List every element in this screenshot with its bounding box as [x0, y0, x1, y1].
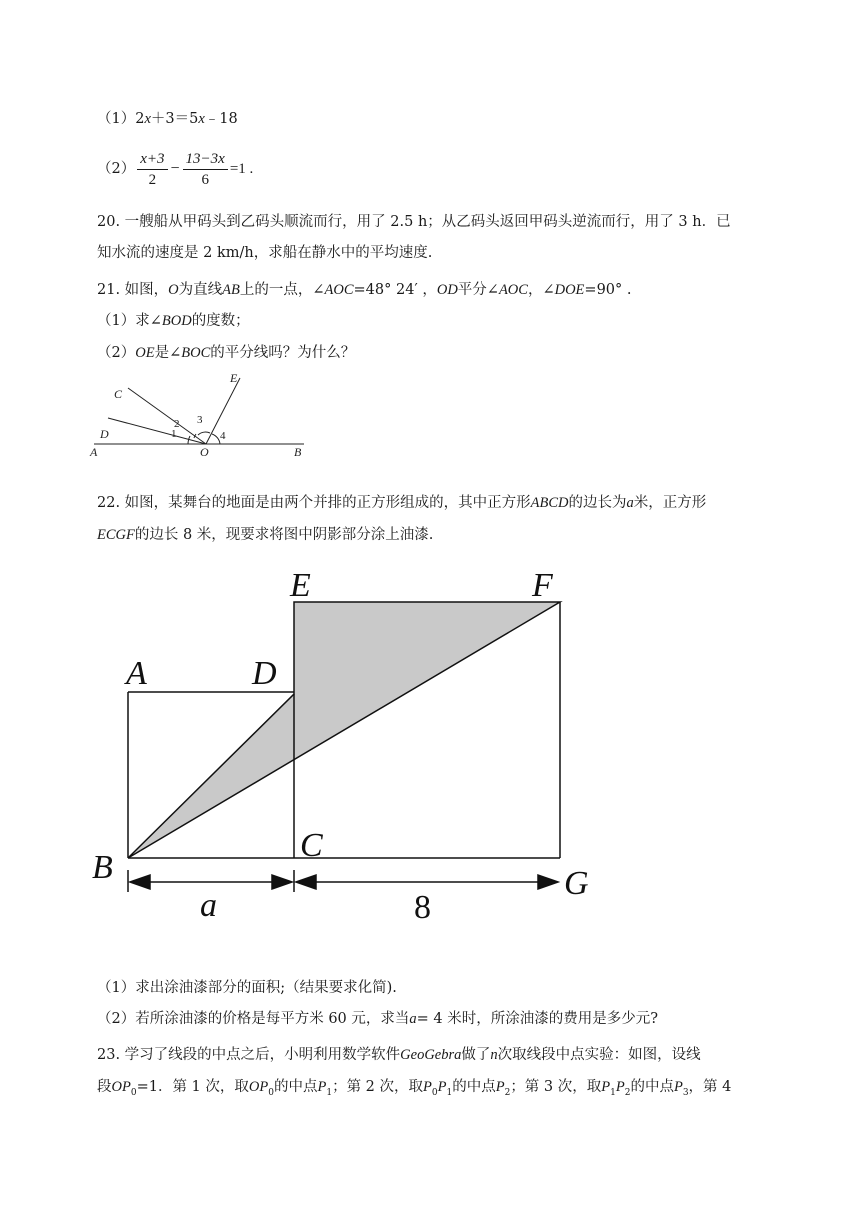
q22-line1 — [97, 492, 706, 514]
arc-4 — [212, 434, 220, 444]
q19-p1-mid: ＋3＝5 — [150, 111, 199, 127]
q21-text: 平分∠ — [457, 282, 499, 298]
arrow-head — [272, 875, 292, 889]
equation-rhs: =1 . — [229, 161, 254, 177]
q23-text: 段 — [97, 1079, 112, 1095]
angle-num-4: 4 — [220, 430, 226, 442]
q22-text: 米，正方形 — [633, 495, 707, 511]
frac2-numerator: 13−3x — [183, 149, 228, 170]
q23-line1 — [97, 1044, 701, 1066]
label-d: D — [100, 427, 109, 441]
q20-line2: 知水流的速度是 2 km/h，求船在静水中的平均速度. — [97, 245, 433, 261]
subscript: 3 — [682, 1087, 689, 1098]
q21-intro — [97, 279, 632, 301]
q22-text: 的边长 8 米，现要求将图中阴影部分涂上油漆. — [134, 527, 434, 543]
dim-label-8: 8 — [414, 889, 431, 926]
q20-line1: 20. 一艘船从甲码头到乙码头顺流而行，用了 2.5 h；从乙码头返回甲码头逆流而行，用了 3 h．已 — [97, 214, 731, 230]
arrow-head — [130, 875, 150, 889]
q19-p1-prefix: （1）2 — [97, 111, 145, 127]
q23-text: ；第 2 次，取 — [332, 1079, 424, 1095]
frac1-denominator: 2 — [148, 171, 157, 188]
q21-text: （1）求∠ — [97, 313, 162, 329]
arc-3 — [198, 432, 210, 435]
square-label: ECGF — [97, 527, 135, 543]
q19-p1-end: ﹣18 — [204, 111, 238, 127]
q22-text: = 4 米时，所涂油漆的费用是多少元? — [416, 1011, 659, 1027]
segment-label: OP — [111, 1079, 131, 1095]
q21-text: 为直线 — [178, 282, 223, 298]
label-f: F — [532, 567, 553, 604]
point-label: P — [317, 1079, 327, 1095]
subscript: 2 — [624, 1087, 631, 1098]
q22-text: 22. 如图，某舞台的地面是由两个并排的正方形组成的，其中正方形 — [97, 495, 531, 511]
angle-label: AOC — [324, 282, 354, 298]
q22-text: 的边长为 — [568, 495, 627, 511]
q19-part1 — [97, 108, 238, 130]
q21-text: 上的一点，∠ — [239, 282, 325, 298]
q21-text: =90° . — [584, 282, 632, 298]
angle-label: BOC — [181, 345, 211, 361]
q21-text: 是∠ — [154, 345, 182, 361]
subscript: 2 — [504, 1087, 511, 1098]
subscript: 0 — [268, 1087, 274, 1098]
point-label: O — [168, 282, 179, 298]
label-b: B — [294, 445, 302, 458]
label-o: O — [200, 445, 209, 458]
q23-text: ；第 3 次，取 — [510, 1079, 602, 1095]
label-b: B — [92, 849, 113, 886]
label-c: C — [114, 387, 123, 401]
q21-sub1 — [97, 310, 250, 332]
q22-line2 — [97, 524, 433, 546]
angle-label: AOC — [498, 282, 528, 298]
q23-text: ，第 4 — [688, 1079, 732, 1095]
point-label: P — [673, 1079, 683, 1095]
var-x: x — [198, 111, 205, 127]
q19-part2 — [97, 146, 253, 192]
angle-label: BOD — [161, 313, 192, 329]
arrow-head — [538, 875, 558, 889]
q22-stage-figure — [88, 560, 608, 932]
subscript: 1 — [610, 1087, 616, 1098]
label-g: G — [564, 865, 589, 902]
q21-text: 21. 如图， — [97, 282, 169, 298]
q23-text: 23. 学习了线段的中点之后，小明利用数学软件 — [97, 1047, 401, 1063]
q21-sub2 — [97, 342, 355, 364]
q21-text: （2） — [97, 345, 136, 361]
q19-p2-prefix: （2） — [97, 161, 136, 177]
point-label: P — [615, 1079, 625, 1095]
point-label: P — [495, 1079, 505, 1095]
label-a: A — [90, 445, 98, 458]
line-label: AB — [222, 282, 240, 298]
subscript: 1 — [446, 1087, 453, 1098]
ray-label: OD — [436, 282, 458, 298]
q21-angle-figure — [88, 366, 328, 458]
label-e: E — [290, 567, 311, 604]
q21-text: 的平分线吗？为什么？ — [210, 345, 356, 361]
q23-text: 次取线段中点实验：如图，设线 — [497, 1047, 701, 1063]
frac2-denominator: 6 — [201, 171, 209, 188]
ray-oc — [128, 388, 206, 444]
minus-sign: − — [170, 160, 180, 177]
point-label: P — [423, 1079, 432, 1095]
label-d: D — [252, 655, 277, 692]
q23-text: 的中点 — [273, 1079, 318, 1095]
angle-label: DOE — [554, 282, 585, 298]
q23-text: 的中点 — [630, 1079, 674, 1095]
point-label: P — [437, 1079, 447, 1095]
angle-num-2: 2 — [174, 418, 180, 430]
q23-text: 做了 — [461, 1047, 491, 1063]
q22-sub2 — [97, 1008, 658, 1030]
fraction-1 — [137, 149, 167, 190]
label-c: C — [300, 827, 323, 864]
fraction-2 — [183, 149, 228, 190]
q21-text: 的度数； — [191, 313, 250, 329]
q21-text: =48° 24′ ， — [353, 282, 437, 298]
square-label: ABCD — [530, 495, 569, 511]
software-name: GeoGebra — [400, 1047, 462, 1063]
angle-num-1: 1 — [171, 428, 177, 440]
point-label: P — [601, 1079, 611, 1095]
shaded-region — [128, 602, 560, 858]
label-a: A — [126, 655, 147, 692]
var-n: n — [490, 1047, 498, 1063]
q21-text: ，∠ — [527, 282, 555, 298]
subscript: 1 — [326, 1087, 333, 1098]
label-e: E — [230, 371, 238, 385]
frac1-numerator: x+3 — [137, 149, 167, 170]
var-a: a — [409, 1011, 417, 1027]
arrow-head — [296, 875, 316, 889]
q23-line2 — [97, 1076, 731, 1104]
q22-text: （2）若所涂油漆的价格是每平方米 60 元，求当 — [97, 1011, 410, 1027]
subscript: 0 — [431, 1087, 438, 1098]
subscript: 0 — [130, 1087, 137, 1098]
q23-text: =1．第 1 次，取 — [136, 1079, 249, 1095]
ray-od — [108, 418, 206, 444]
segment-label: OP — [248, 1079, 269, 1095]
q23-text: 的中点 — [452, 1079, 496, 1095]
dim-label-a: a — [200, 887, 217, 924]
ray-label: OE — [135, 345, 155, 361]
var-x: x — [144, 111, 151, 127]
angle-num-3: 3 — [197, 414, 203, 426]
q22-sub1: （1）求出涂油漆部分的面积;（结果要求化简). — [97, 980, 397, 996]
var-a: a — [626, 495, 634, 511]
